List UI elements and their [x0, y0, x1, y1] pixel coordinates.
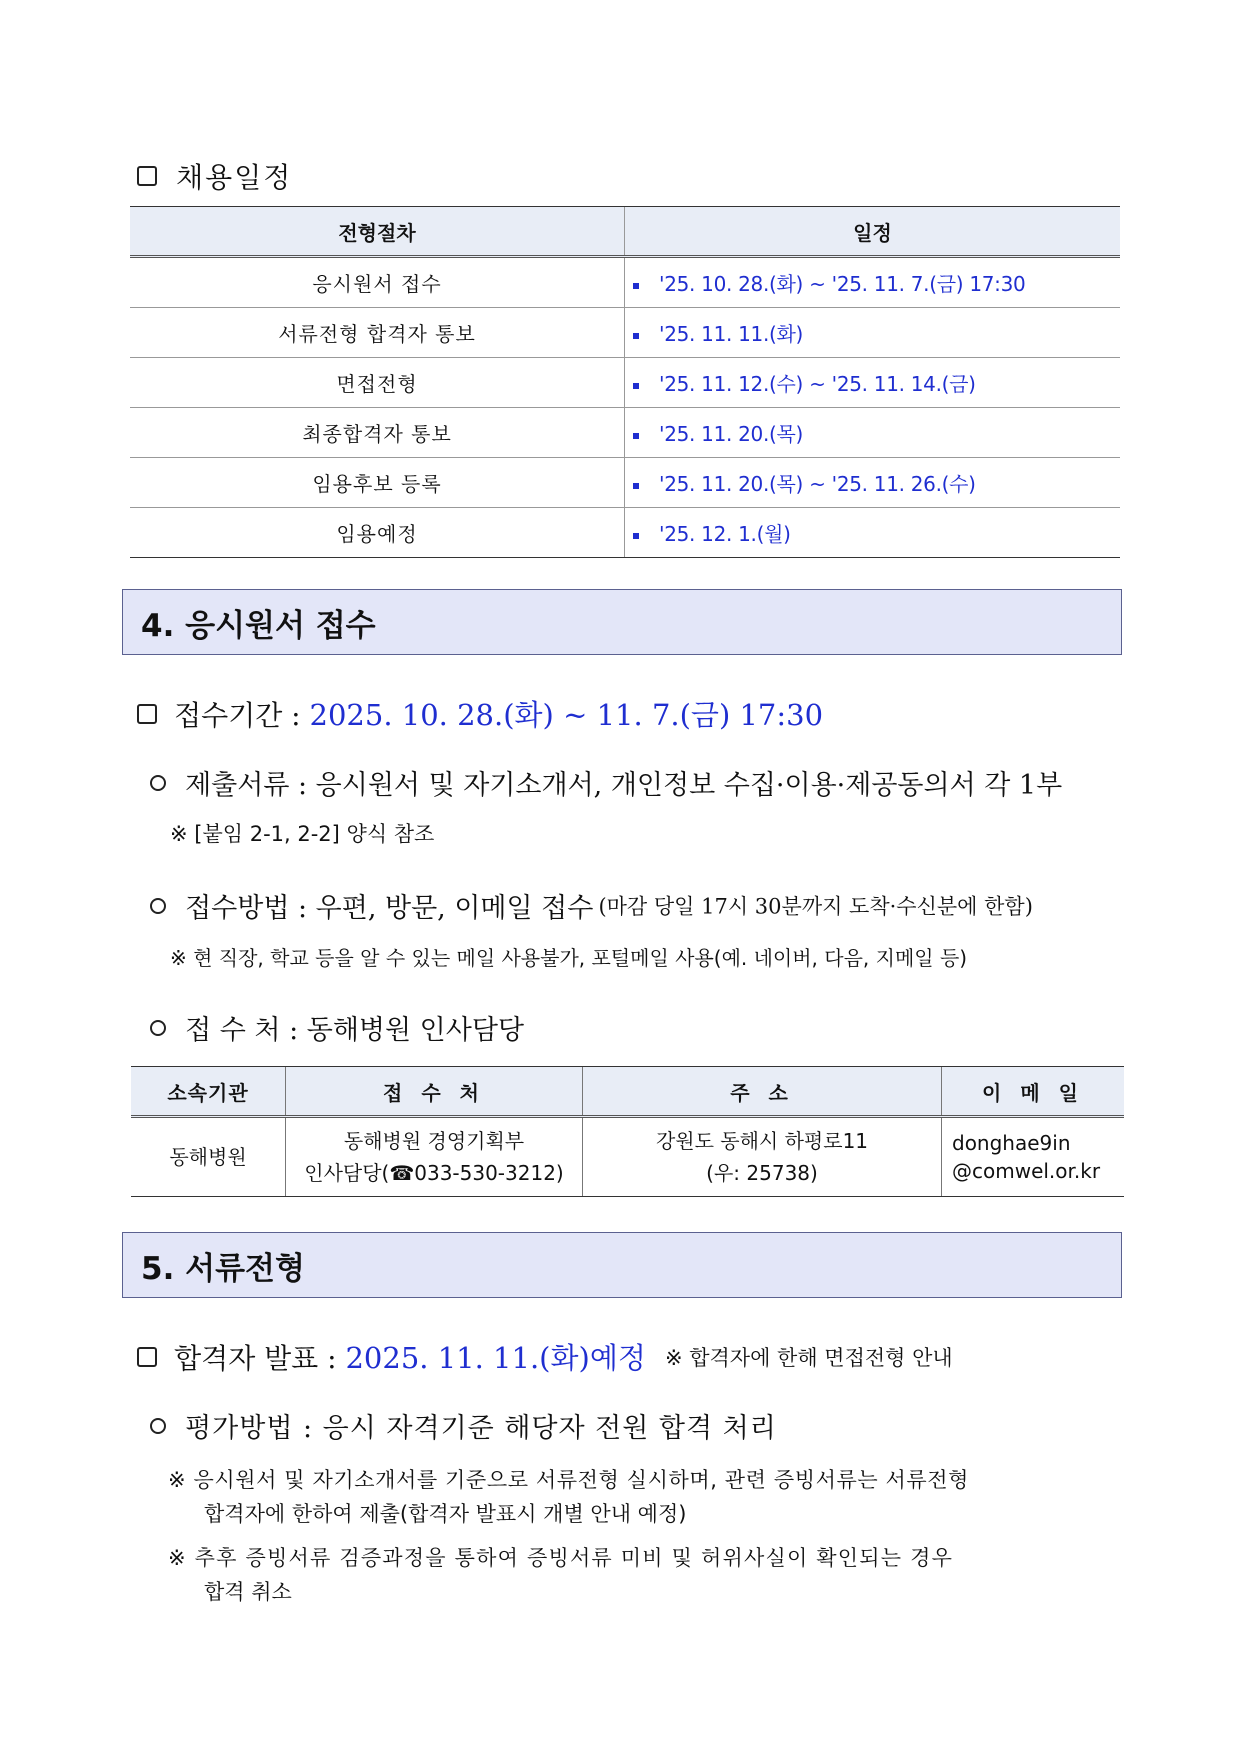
contact-org: 동해병원	[131, 1117, 286, 1197]
schedule-date: '25. 11. 20.(목) ~ '25. 11. 26.(수)	[659, 472, 976, 496]
schedule-date-cell	[625, 408, 1121, 458]
bullet-icon	[633, 533, 639, 539]
schedule-date: '25. 11. 12.(수) ~ '25. 11. 14.(금)	[659, 372, 976, 396]
section-5-title: 5. 서류전형	[122, 1232, 1122, 1298]
documents-line: 제출서류 : 응시원서 및 자기소개서, 개인정보 수집·이용·제공동의서 각 1부	[150, 763, 1062, 802]
method-line: 접수방법 : 우편, 방문, 이메일 접수 (마감 당일 17시 30분까지 도착·수신분에 한함)	[150, 886, 1033, 925]
schedule-date-cell	[625, 458, 1121, 508]
evaluation-line: 평가방법 : 응시 자격기준 해당자 전원 합격 처리	[150, 1406, 777, 1445]
schedule-date: '25. 10. 28.(화) ~ '25. 11. 7.(금) 17:30	[659, 272, 1026, 296]
contact-dept: 동해병원 경영기획부 인사담당(☎033-530-3212)	[286, 1117, 583, 1197]
contact-header-org: 소속기관	[131, 1067, 286, 1117]
schedule-header-date: 일정	[625, 207, 1121, 257]
place-line: 접 수 처 : 동해병원 인사담당	[150, 1008, 524, 1047]
section-4-title: 4. 응시원서 접수	[122, 589, 1122, 655]
schedule-date-cell	[625, 508, 1121, 558]
table-row	[130, 408, 1120, 458]
contact-header-address: 주 소	[583, 1067, 942, 1117]
checkbox-icon	[137, 166, 157, 186]
schedule-date-cell	[625, 358, 1121, 408]
table-row	[131, 1117, 1124, 1197]
schedule-table	[130, 206, 1120, 558]
evaluation-note-2-cont: 합격 취소	[204, 1580, 292, 1604]
schedule-date: '25. 12. 1.(월)	[659, 522, 791, 546]
bullet-icon	[633, 433, 639, 439]
checkbox-icon	[137, 704, 157, 724]
schedule-date-cell	[625, 257, 1121, 308]
documents-note: ※ [붙임 2-1, 2-2] 양식 참조	[170, 822, 435, 846]
schedule-step: 면접전형	[130, 358, 625, 408]
schedule-header-step: 전형절차	[130, 207, 625, 257]
bullet-icon	[633, 483, 639, 489]
checkbox-icon	[137, 1347, 157, 1367]
bullet-icon	[633, 283, 639, 289]
bullet-icon	[633, 383, 639, 389]
contact-email[interactable]: donghae9in @comwel.or.kr	[942, 1117, 1125, 1197]
circle-bullet-icon	[150, 1418, 166, 1434]
contact-header-dept: 접 수 처	[286, 1067, 583, 1117]
table-row	[130, 458, 1120, 508]
evaluation-note-2: ※ 추후 증빙서류 검증과정을 통하여 증빙서류 미비 및 허위사실이 확인되는 경우	[168, 1546, 954, 1570]
table-row	[130, 308, 1120, 358]
receipt-period: 접수기간 : 2025. 10. 28.(화) ~ 11. 7.(금) 17:30	[137, 693, 823, 734]
schedule-step: 서류전형 합격자 통보	[130, 308, 625, 358]
contact-header-email: 이 메 일	[942, 1067, 1125, 1117]
table-row	[130, 358, 1120, 408]
table-row	[130, 508, 1120, 558]
schedule-date: '25. 11. 20.(목)	[659, 422, 804, 446]
contact-table	[131, 1066, 1124, 1197]
evaluation-note-1-cont: 합격자에 한하여 제출(합격자 발표시 개별 안내 예정)	[204, 1502, 687, 1526]
schedule-step: 최종합격자 통보	[130, 408, 625, 458]
method-note: ※ 현 직장, 학교 등을 알 수 있는 메일 사용불가, 포털메일 사용(예. 네이버, 다음, 지메일 등)	[170, 946, 968, 970]
schedule-heading: 채용일정	[137, 156, 292, 196]
schedule-step: 임용후보 등록	[130, 458, 625, 508]
table-row	[130, 257, 1120, 308]
schedule-step: 응시원서 접수	[130, 257, 625, 308]
circle-bullet-icon	[150, 775, 166, 791]
bullet-icon	[633, 333, 639, 339]
schedule-step: 임용예정	[130, 508, 625, 558]
schedule-date-cell	[625, 308, 1121, 358]
announcement-line: 합격자 발표 : 2025. 11. 11.(화)예정 ※ 합격자에 한해 면접전형 안내	[137, 1336, 953, 1377]
circle-bullet-icon	[150, 898, 166, 914]
evaluation-note-1: ※ 응시원서 및 자기소개서를 기준으로 서류전형 실시하며, 관련 증빙서류는 서류전형	[168, 1468, 970, 1492]
contact-address: 강원도 동해시 하평로11 (우: 25738)	[583, 1117, 942, 1197]
schedule-date: '25. 11. 11.(화)	[659, 322, 804, 346]
circle-bullet-icon	[150, 1020, 166, 1036]
